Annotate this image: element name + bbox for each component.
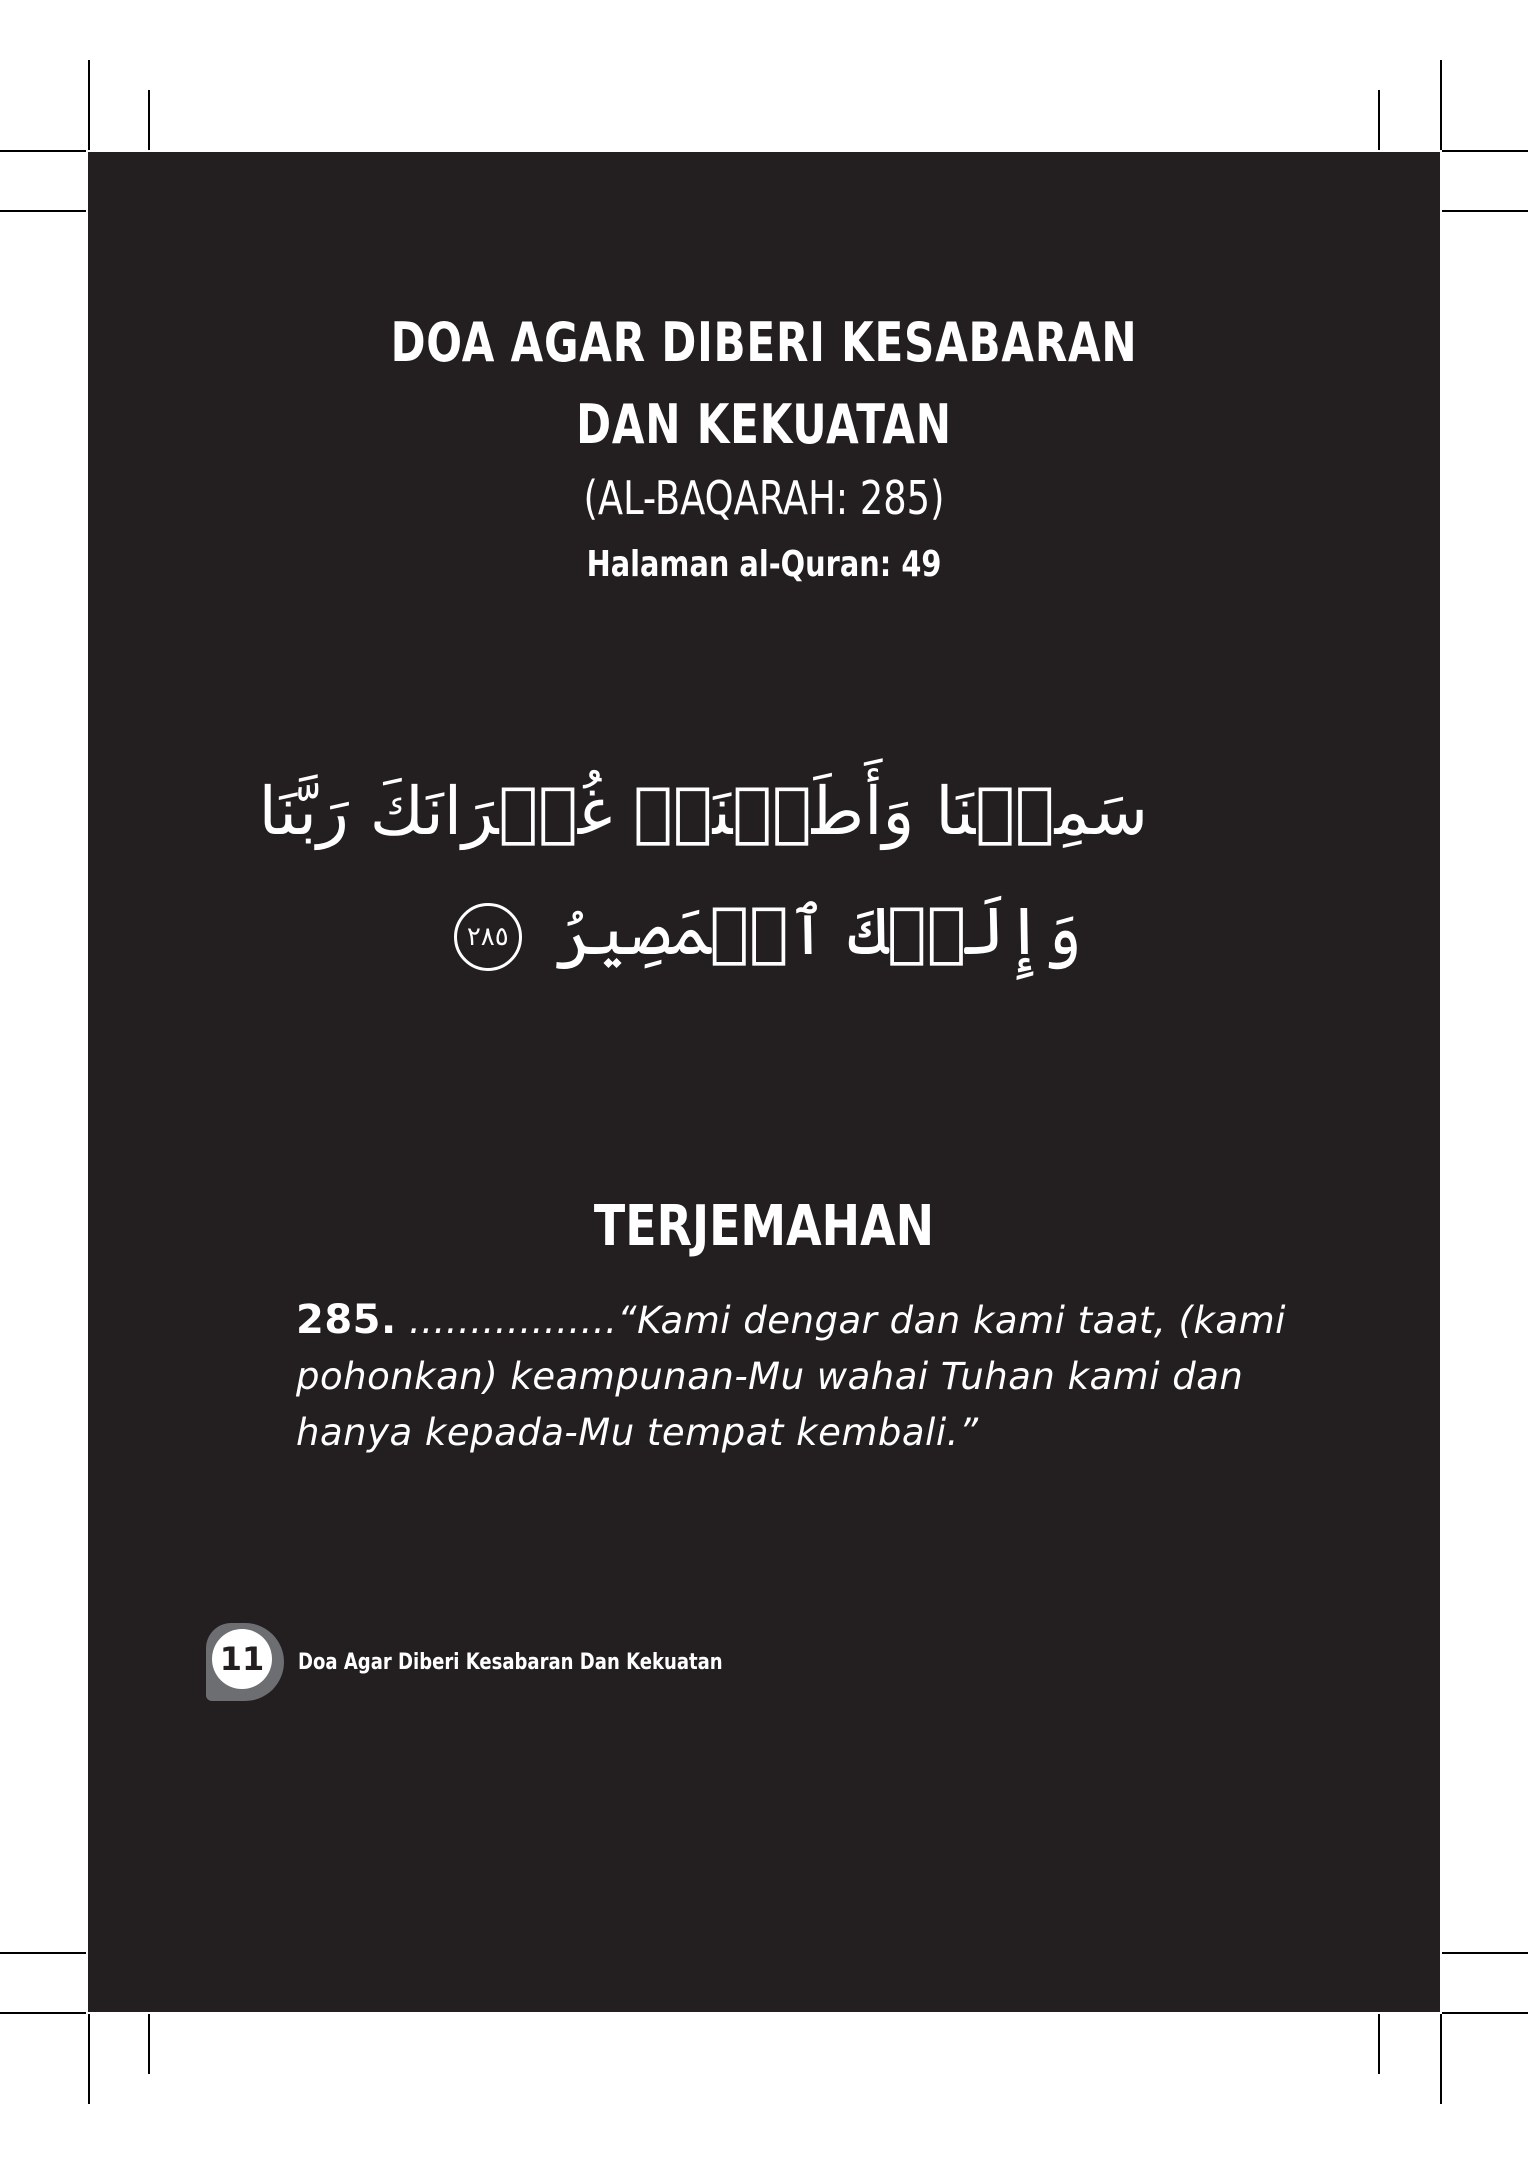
crop-mark [148,2014,150,2074]
verse-number: 285. [296,1297,397,1343]
arabic-verse [258,752,1148,992]
page-title [237,302,1292,466]
title-line-1: DOA AGAR DIBERI KESABARAN [390,311,1138,374]
crop-mark [88,60,90,150]
crop-mark [1378,90,1380,150]
quran-page-reference: Halaman al-Quran: 49 [586,544,942,585]
page-number: 11 [212,1629,272,1689]
ayah-number-marker: ٢٨٥ [454,903,522,971]
crop-mark [0,1952,86,1954]
translation-text [296,1292,1296,1461]
crop-mark [1442,1952,1528,1954]
running-title: Doa Agar Diberi Kesabaran Dan Kekuatan [298,1649,723,1675]
page [88,152,1440,2012]
arabic-line-2 [388,872,1148,992]
crop-mark [0,2012,86,2014]
crop-mark [0,210,86,212]
crop-mark [1378,2014,1380,2074]
crop-mark [1440,60,1442,150]
crop-mark [1442,210,1528,212]
arabic-line-1: سَمِعۡنَا وَأَطَعۡنَاۖ غُفۡرَانَكَ رَبَّنَا [258,773,1148,850]
crop-mark [1442,2012,1528,2014]
crop-mark [148,90,150,150]
crop-mark [88,2014,90,2104]
crop-mark [1442,150,1528,152]
page-number-badge [206,1623,284,1701]
translation-heading: TERJEMAHAN [593,1194,935,1259]
crop-mark [0,150,86,152]
page-footer [206,1622,816,1702]
surah-reference: (AL-BAQARAH: 285) [583,471,945,525]
arabic-line-2-text: وَإِلَيۡكَ ٱلۡمَصِيرُ [554,893,1083,970]
title-line-2: DAN KEKUATAN [576,393,952,456]
translation-body: .................“Kami dengar dan kami taat, (kami pohonkan) keampunan-Mu wahai Tuhan kami dan hanya kepada-Mu tempat kembali.” [296,1299,1286,1454]
crop-mark [1440,2014,1442,2104]
